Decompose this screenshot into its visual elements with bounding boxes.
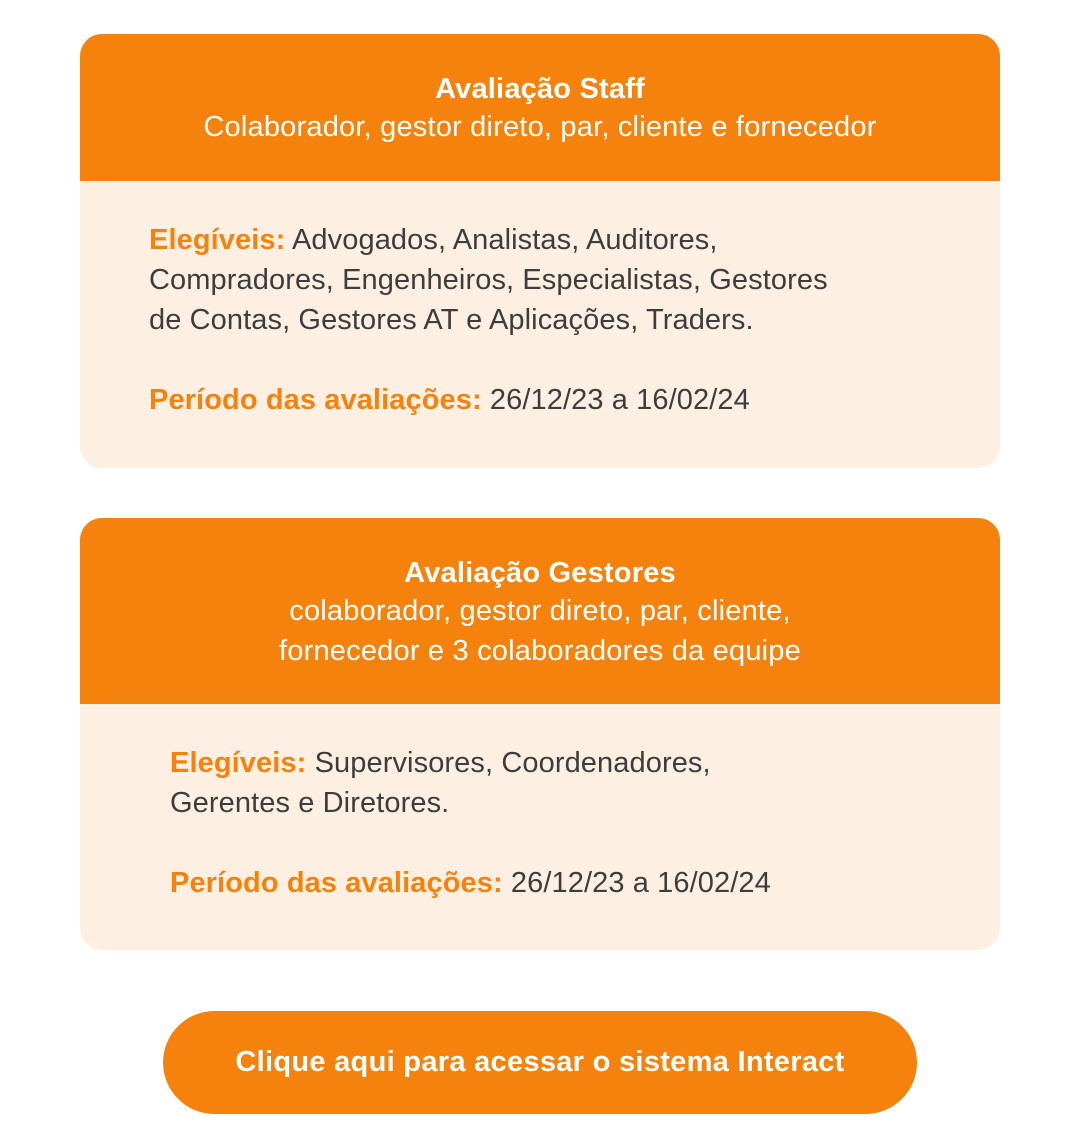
paragraph-spacer: [149, 340, 1000, 380]
gestores-card-body: [80, 704, 1000, 903]
gestores-card-title: Avaliação Gestores: [404, 557, 676, 589]
staff-period-value: 26/12/23 a 16/02/24: [481, 384, 750, 416]
gestores-eligible-text-1: Supervisores, Coordenadores,: [306, 747, 711, 779]
gestores-evaluation-card: [80, 518, 1000, 950]
gestores-subtitle-line-2: fornecedor e 3 colaboradores da equipe: [279, 635, 801, 667]
staff-card-body: [80, 181, 1000, 420]
gestores-period-paragraph: [170, 863, 1000, 903]
staff-evaluation-card: [80, 34, 1000, 468]
gestores-eligible-paragraph: [170, 743, 1000, 823]
staff-eligible-line-3: de Contas, Gestores AT e Aplicações, Traders.: [149, 304, 754, 336]
staff-card-title: Avaliação Staff: [435, 73, 645, 105]
staff-period-paragraph: [149, 380, 1000, 420]
gestores-eligible-line-1: [170, 743, 1000, 783]
gestores-period-value: 26/12/23 a 16/02/24: [502, 867, 771, 899]
staff-card-subtitle: Colaborador, gestor direto, par, cliente e fornecedor: [203, 111, 877, 143]
gestores-period-label: Período das avaliações:: [170, 867, 503, 899]
staff-eligible-label: Elegíveis:: [149, 224, 286, 256]
access-interact-button[interactable]: Clique aqui para acessar o sistema Interact: [163, 1011, 917, 1114]
staff-eligible-text-1: Advogados, Analistas, Auditores,: [285, 224, 718, 256]
gestores-card-subtitle: [80, 591, 1000, 671]
gestores-subtitle-line-1: colaborador, gestor direto, par, cliente,: [289, 595, 791, 627]
staff-period-label: Período das avaliações:: [149, 384, 482, 416]
gestores-eligible-line-2: Gerentes e Diretores.: [170, 787, 450, 819]
staff-eligible-line-2: Compradores, Engenheiros, Especialistas, Gestores: [149, 264, 828, 296]
paragraph-spacer: [170, 823, 1000, 863]
staff-card-header: [80, 34, 1000, 181]
staff-eligible-line-1: [149, 220, 1000, 260]
staff-eligible-paragraph: [149, 220, 1000, 340]
gestores-card-header: [80, 518, 1000, 704]
gestores-eligible-label: Elegíveis:: [170, 747, 307, 779]
